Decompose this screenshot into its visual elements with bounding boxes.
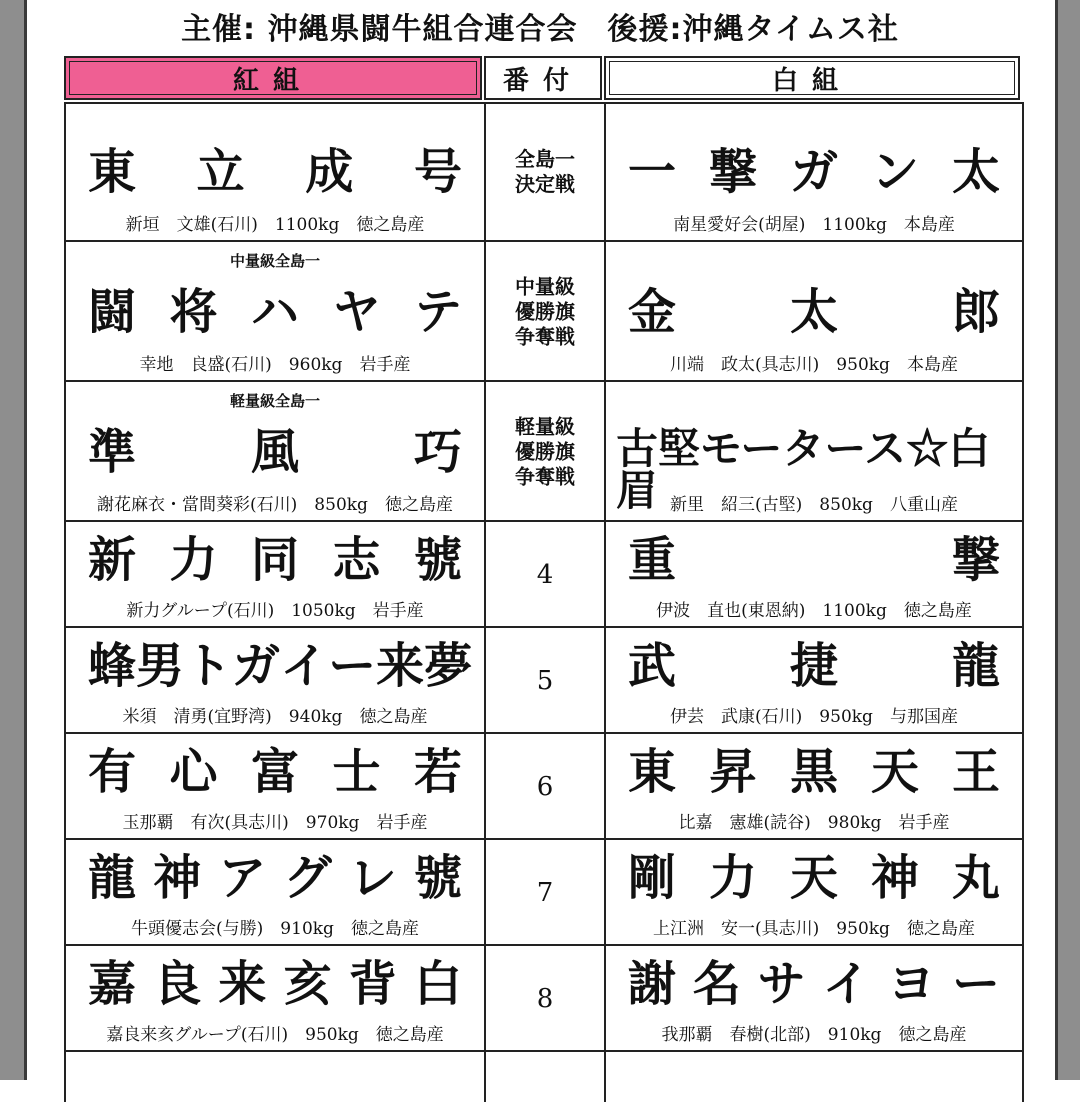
name-char: テ bbox=[413, 284, 462, 340]
name-char: 立 bbox=[196, 144, 245, 200]
name-char: 撃 bbox=[708, 144, 757, 200]
name-char: 謝 bbox=[628, 956, 677, 1012]
name-char: 力 bbox=[169, 532, 218, 588]
name-char: 成 bbox=[305, 144, 354, 200]
name-char: 嘉 bbox=[88, 956, 137, 1012]
horse-name bbox=[88, 424, 462, 480]
white-entry bbox=[606, 628, 1022, 734]
name-char: 丸 bbox=[951, 850, 1000, 906]
banzuke-cell bbox=[486, 522, 604, 628]
banzuke-rank: 中量級 優勝旗 争奪戦 bbox=[515, 274, 575, 349]
banzuke-rank: 8 bbox=[536, 984, 554, 1014]
horse-name: 古堅モータース☆白眉 bbox=[616, 424, 991, 515]
banzuke-rank: 5 bbox=[536, 666, 554, 696]
horse-name bbox=[628, 144, 1000, 200]
name-char: 号 bbox=[413, 144, 462, 200]
banzuke-cell bbox=[486, 102, 604, 242]
name-char: ン bbox=[870, 144, 919, 200]
horse-name bbox=[628, 850, 1000, 906]
name-char: 背 bbox=[348, 956, 397, 1012]
white-entry bbox=[606, 382, 1022, 522]
white-owner: 伊波 直也(東恩納) 1100kg 徳之島産 bbox=[656, 601, 972, 621]
bout-row bbox=[66, 734, 1022, 840]
name-char: 天 bbox=[789, 850, 838, 906]
name-char: 巧 bbox=[413, 424, 462, 480]
name-char: 重 bbox=[628, 532, 677, 588]
name-char: 有 bbox=[88, 744, 137, 800]
horse-name bbox=[88, 956, 462, 1012]
white-owner: 我那覇 春樹(北部) 910kg 徳之島産 bbox=[661, 1025, 967, 1045]
name-char: 金 bbox=[628, 284, 677, 340]
name-char: 白 bbox=[413, 956, 462, 1012]
red-title: 軽量級全島一 bbox=[229, 392, 320, 410]
organizer-line bbox=[0, 4, 1080, 48]
white-owner: 南星愛好会(胡屋) 1100kg 本島産 bbox=[673, 215, 955, 235]
horse-name bbox=[628, 284, 1000, 340]
white-entry bbox=[606, 522, 1022, 628]
name-char: ー bbox=[328, 638, 377, 694]
white-owner: 新里 紹三(古堅) 850kg 八重山産 bbox=[670, 495, 958, 515]
name-char: ト bbox=[184, 638, 233, 694]
white-entry bbox=[606, 242, 1022, 382]
bout-row bbox=[66, 242, 1022, 382]
horse-name bbox=[88, 850, 462, 906]
name-char: 龍 bbox=[951, 638, 1000, 694]
horse-name bbox=[88, 284, 462, 340]
horse-name bbox=[628, 956, 1000, 1012]
bout-row bbox=[66, 382, 1022, 522]
white-owner: 川端 政太(具志川) 950kg 本島産 bbox=[670, 355, 958, 375]
white-team-header bbox=[604, 56, 1020, 100]
banzuke-rank: 軽量級 優勝旗 争奪戦 bbox=[515, 414, 575, 489]
name-char: 撃 bbox=[951, 532, 1000, 588]
red-entry bbox=[66, 628, 484, 734]
name-char: 王 bbox=[951, 744, 1000, 800]
banzuke-cell bbox=[486, 734, 604, 840]
name-char: 新 bbox=[88, 532, 137, 588]
white-owner: 上江洲 安一(具志川) 950kg 徳之島産 bbox=[653, 919, 975, 939]
red-owner: 新力グループ(石川) 1050kg 岩手産 bbox=[126, 601, 424, 621]
name-char: 名 bbox=[692, 956, 741, 1012]
name-char: ア bbox=[218, 850, 267, 906]
name-char: 富 bbox=[250, 744, 299, 800]
banzuke-cell bbox=[486, 840, 604, 946]
white-team-label: 白組 bbox=[771, 65, 852, 96]
sponsor-text: 後援:沖縄タイムス社 bbox=[607, 12, 899, 47]
name-char: 捷 bbox=[789, 638, 838, 694]
name-char: 力 bbox=[708, 850, 757, 906]
banzuke-rank: 7 bbox=[536, 878, 554, 908]
name-char: 黒 bbox=[789, 744, 838, 800]
name-char: 郎 bbox=[951, 284, 1000, 340]
name-char: 剛 bbox=[628, 850, 677, 906]
name-char: 號 bbox=[413, 532, 462, 588]
red-owner: 牛頭優志会(与勝) 910kg 徳之島産 bbox=[131, 919, 419, 939]
banzuke-rank: 4 bbox=[536, 560, 554, 590]
horse-name bbox=[88, 144, 462, 200]
name-char: 號 bbox=[413, 850, 462, 906]
red-owner: 嘉良来亥グループ(石川) 950kg 徳之島産 bbox=[106, 1025, 444, 1045]
white-owner: 伊芸 武康(石川) 950kg 与那国産 bbox=[670, 707, 958, 727]
red-entry bbox=[66, 840, 484, 946]
name-char: 東 bbox=[88, 144, 137, 200]
horse-name bbox=[628, 744, 1000, 800]
red-entry bbox=[66, 102, 484, 242]
name-char: グ bbox=[283, 850, 332, 906]
banzuke-rank: 6 bbox=[536, 772, 554, 802]
name-char: 神 bbox=[870, 850, 919, 906]
name-char: イ bbox=[822, 956, 871, 1012]
bout-table bbox=[64, 102, 1024, 1102]
red-team-header bbox=[64, 56, 482, 100]
banzuke-cell bbox=[486, 242, 604, 382]
name-char: 亥 bbox=[283, 956, 332, 1012]
red-entry bbox=[66, 734, 484, 840]
name-char: ガ bbox=[232, 638, 281, 694]
name-char: レ bbox=[348, 850, 397, 906]
red-team-label: 紅組 bbox=[232, 65, 313, 96]
name-char: 風 bbox=[250, 424, 299, 480]
white-entry bbox=[606, 946, 1022, 1052]
name-char: 男 bbox=[136, 638, 185, 694]
banzuke-cell bbox=[486, 382, 604, 522]
bout-row bbox=[66, 522, 1022, 628]
name-char: ガ bbox=[789, 144, 838, 200]
name-char: サ bbox=[757, 956, 806, 1012]
name-char: 心 bbox=[169, 744, 218, 800]
bout-row-partial bbox=[66, 1052, 1022, 1112]
white-owner: 比嘉 憲雄(読谷) 980kg 岩手産 bbox=[678, 813, 950, 833]
red-entry bbox=[66, 946, 484, 1052]
red-owner: 幸地 良盛(石川) 960kg 岩手産 bbox=[139, 355, 411, 375]
name-char: 一 bbox=[628, 144, 677, 200]
horse-name bbox=[88, 744, 462, 800]
name-char: ハ bbox=[250, 284, 299, 340]
name-char: ヨ bbox=[887, 956, 936, 1012]
red-entry bbox=[66, 242, 484, 382]
name-char: 東 bbox=[628, 744, 677, 800]
name-char: 若 bbox=[413, 744, 462, 800]
name-char: ヤ bbox=[332, 284, 381, 340]
host-text: 主催: 沖縄県闘牛組合連合会 bbox=[181, 12, 578, 47]
white-entry bbox=[606, 734, 1022, 840]
horse-name bbox=[88, 638, 473, 694]
name-char: 士 bbox=[332, 744, 381, 800]
bout-row bbox=[66, 102, 1022, 242]
horse-name bbox=[88, 532, 462, 588]
right-frame bbox=[1058, 0, 1080, 1080]
right-frame-edge bbox=[1055, 0, 1058, 1080]
banzuke-cell bbox=[486, 946, 604, 1052]
horse-name bbox=[628, 638, 1000, 694]
red-owner: 新垣 文雄(石川) 1100kg 徳之島産 bbox=[125, 215, 425, 235]
banzuke-label: 番付 bbox=[502, 65, 583, 96]
name-char: 神 bbox=[153, 850, 202, 906]
name-char: 来 bbox=[218, 956, 267, 1012]
name-char: ー bbox=[951, 956, 1000, 1012]
name-char: 来 bbox=[376, 638, 425, 694]
left-frame bbox=[0, 0, 24, 1080]
white-entry bbox=[606, 840, 1022, 946]
name-char: 太 bbox=[951, 144, 1000, 200]
white-entry bbox=[606, 102, 1022, 242]
name-char: 龍 bbox=[88, 850, 137, 906]
left-frame-edge bbox=[24, 0, 27, 1080]
name-char: 昇 bbox=[708, 744, 757, 800]
name-char: イ bbox=[280, 638, 329, 694]
name-char: 蜂 bbox=[88, 638, 137, 694]
horse-name bbox=[628, 532, 1000, 588]
red-owner: 玉那覇 有次(具志川) 970kg 岩手産 bbox=[122, 813, 428, 833]
name-char: 志 bbox=[332, 532, 381, 588]
banzuke-cell bbox=[486, 628, 604, 734]
red-entry bbox=[66, 522, 484, 628]
red-owner: 謝花麻衣・當間葵彩(石川) 850kg 徳之島産 bbox=[97, 495, 453, 515]
name-char: 闘 bbox=[88, 284, 137, 340]
name-char: 夢 bbox=[424, 638, 473, 694]
name-char: 太 bbox=[789, 284, 838, 340]
bout-row bbox=[66, 946, 1022, 1052]
bout-row bbox=[66, 628, 1022, 734]
name-char: 武 bbox=[628, 638, 677, 694]
red-title: 中量級全島一 bbox=[229, 252, 320, 270]
name-char: 天 bbox=[870, 744, 919, 800]
red-entry bbox=[66, 382, 484, 522]
name-char: 将 bbox=[169, 284, 218, 340]
bout-row bbox=[66, 840, 1022, 946]
banzuke-rank: 全島一 決定戦 bbox=[515, 147, 575, 196]
red-owner: 米須 清勇(宜野湾) 940kg 徳之島産 bbox=[122, 707, 428, 727]
banzuke-header bbox=[484, 56, 602, 100]
name-char: 同 bbox=[250, 532, 299, 588]
name-char: 良 bbox=[153, 956, 202, 1012]
name-char: 準 bbox=[88, 424, 137, 480]
